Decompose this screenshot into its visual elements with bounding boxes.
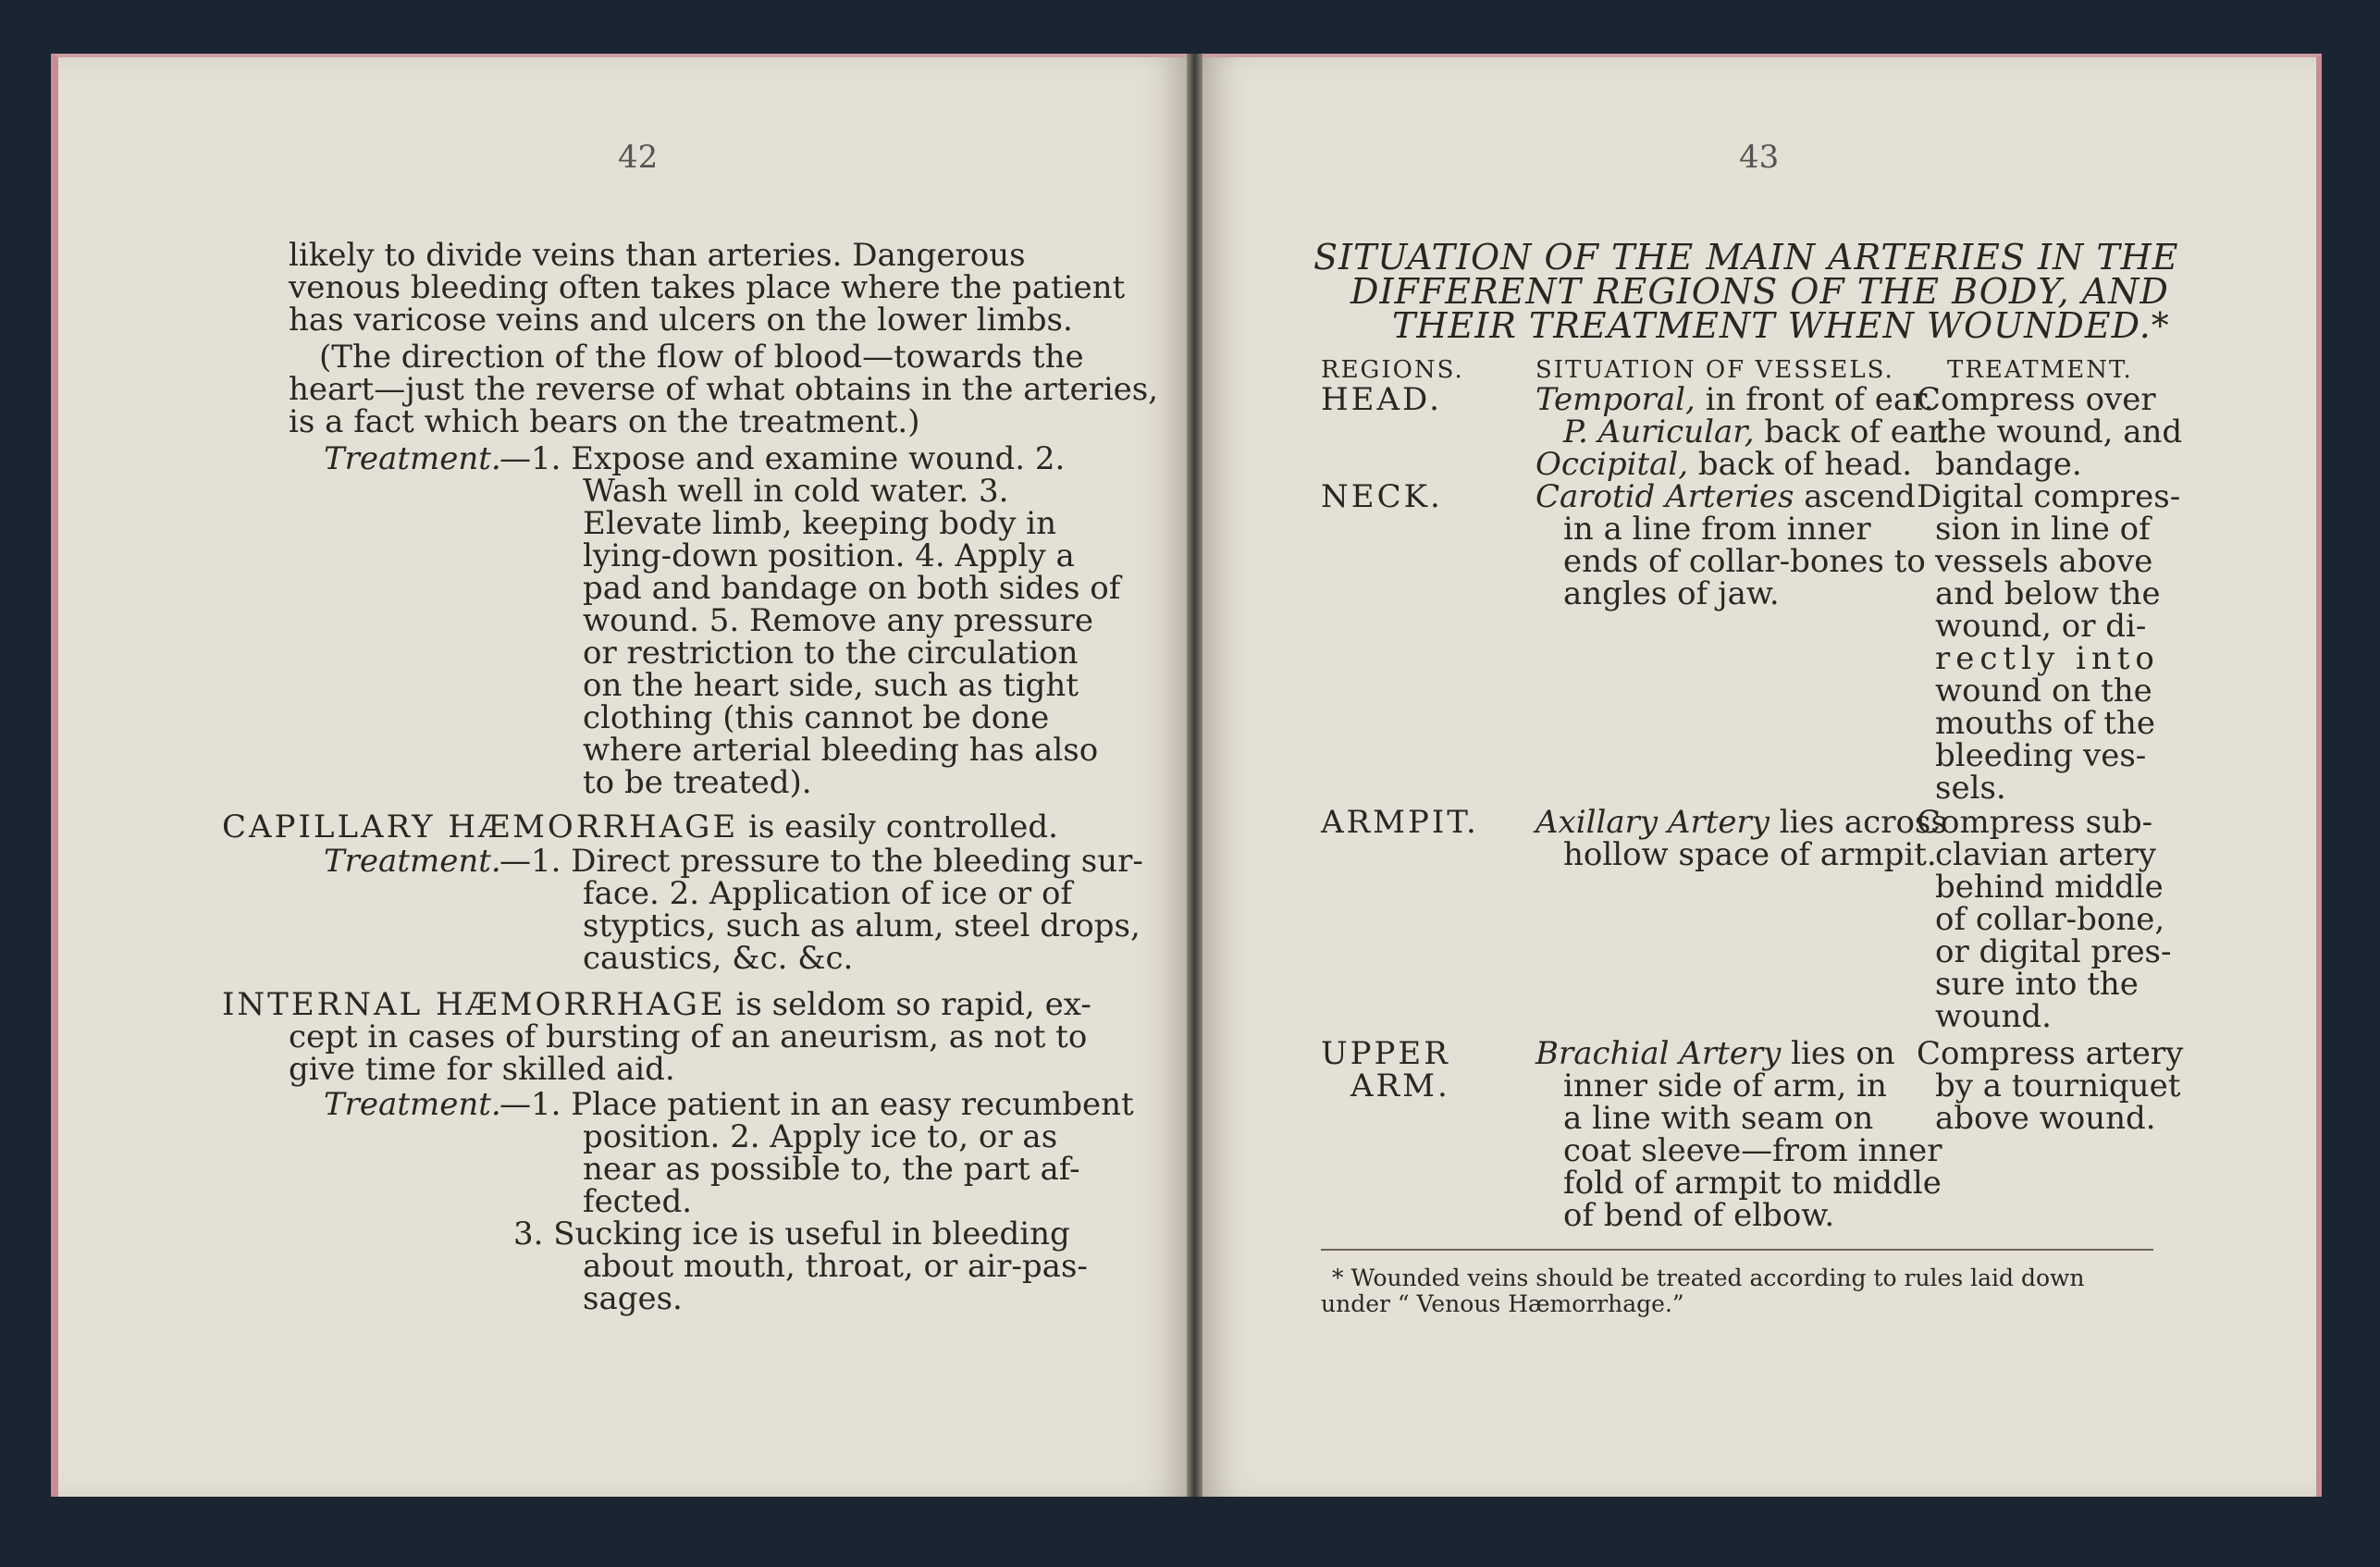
armpit-treatment-5: or digital pres- xyxy=(1935,933,2172,970)
column-header-regions: REGIONS. xyxy=(1321,356,1464,384)
treatment3-line-1: —1. Place patient in an easy recumbent xyxy=(499,1086,1134,1123)
neck-situation-3: ends of collar-bones to xyxy=(1563,543,1926,580)
treatment3-line-7: sages. xyxy=(583,1280,683,1317)
neck-treatment-10: sels. xyxy=(1935,770,2006,807)
auricular-artery-name: P. Auricular, xyxy=(1563,413,1755,450)
treatment1-line-9: clothing (this cannot be done xyxy=(583,699,1050,736)
neck-situation-4: angles of jaw. xyxy=(1563,575,1780,612)
armpit-situation-2: hollow space of armpit. xyxy=(1563,836,1937,873)
treatment1-line-1: —1. Expose and examine wound. 2. xyxy=(499,440,1066,477)
left-line-5: heart—just the reverse of what obtains in the arteries, xyxy=(289,371,1159,408)
temporal-artery-name: Temporal, xyxy=(1535,381,1696,418)
head-situation-1-text: in front of ear. xyxy=(1695,381,1934,418)
neck-treatment-2: sion in line of xyxy=(1935,511,2151,548)
treatment-label-1: Treatment. xyxy=(324,440,501,477)
armpit-treatment-1: Compress sub- xyxy=(1917,804,2153,841)
head-treatment-2: the wound, and xyxy=(1935,413,2183,450)
armpit-treatment-2: clavian artery xyxy=(1935,836,2157,873)
treatment3-line-2: position. 2. Apply ice to, or as xyxy=(583,1118,1058,1155)
internal-text: is seldom so rapid, ex- xyxy=(725,986,1091,1023)
neck-situation-1 xyxy=(1535,480,1916,513)
treatment1-line-11: to be treated). xyxy=(583,764,812,801)
treatment2-line-1: —1. Direct pressure to the bleeding sur- xyxy=(499,843,1143,880)
internal-paragraph xyxy=(222,988,1091,1021)
internal-line-2: cept in cases of bursting of an aneurism, as not to xyxy=(289,1018,1088,1055)
column-header-situation: SITUATION OF VESSELS. xyxy=(1535,356,1894,384)
footnote-line-1: * Wounded veins should be treated according to rules laid down xyxy=(1332,1265,2085,1291)
upper-situation-1 xyxy=(1535,1037,1895,1070)
armpit-situation-1 xyxy=(1535,806,1947,839)
section-heading-line-3: THEIR TREATMENT WHEN WOUNDED.* xyxy=(1392,305,2170,346)
left-line-2: venous bleeding often takes place where the patient xyxy=(289,269,1126,306)
treatment1-line-5: pad and bandage on both sides of xyxy=(583,570,1121,607)
axillary-artery-name: Axillary Artery xyxy=(1535,804,1770,841)
armpit-situation-1-text: lies across xyxy=(1779,804,1947,841)
armpit-treatment-6: sure into the xyxy=(1935,966,2139,1003)
neck-treatment-3: vessels above xyxy=(1935,543,2153,580)
treatment1-line-8: on the heart side, such as tight xyxy=(583,667,1079,704)
neck-treatment-5: wound, or di- xyxy=(1935,608,2147,645)
head-situation-3 xyxy=(1535,448,1912,481)
neck-treatment-9: bleeding ves- xyxy=(1935,737,2147,774)
book-gutter xyxy=(1187,54,1202,1497)
treatment3-line-5: 3. Sucking ice is useful in bleeding xyxy=(513,1215,1070,1252)
left-page-number: 42 xyxy=(618,139,659,176)
armpit-treatment-4: of collar-bone, xyxy=(1935,901,2165,938)
upper-treatment-1: Compress artery xyxy=(1917,1035,2184,1072)
neck-treatment-6: rectly into xyxy=(1935,640,2160,677)
treatment3-line-3: near as possible to, the part af- xyxy=(583,1151,1080,1188)
upper-situation-5: fold of armpit to middle xyxy=(1563,1165,1942,1202)
right-page-number: 43 xyxy=(1739,139,1780,176)
upper-situation-6: of bend of elbow. xyxy=(1563,1197,1835,1234)
section-heading-line-1: SITUATION OF THE MAIN ARTERIES IN THE xyxy=(1313,237,2179,278)
column-header-treatment: TREATMENT. xyxy=(1947,356,2133,384)
region-head: HEAD. xyxy=(1321,381,1442,418)
upper-treatment-3: above wound. xyxy=(1935,1100,2156,1137)
head-treatment-3: bandage. xyxy=(1935,446,2082,483)
head-situation-3-text: back of head. xyxy=(1688,446,1913,483)
brachial-artery-name: Brachial Artery xyxy=(1535,1035,1782,1072)
treatment2-line-4: caustics, &c. &c. xyxy=(583,940,854,977)
head-situation-2-text: back of ear. xyxy=(1754,413,1950,450)
occipital-artery-name: Occipital, xyxy=(1535,446,1689,483)
neck-situation-1-text: ascend xyxy=(1794,478,1916,515)
neck-treatment-7: wound on the xyxy=(1935,672,2152,709)
left-line-6: is a fact which bears on the treatment.) xyxy=(289,403,920,440)
treatment-label-2: Treatment. xyxy=(324,843,501,880)
carotid-artery-name: Carotid Arteries xyxy=(1535,478,1794,515)
capillary-paragraph xyxy=(222,810,1058,844)
head-situation-2 xyxy=(1563,415,1949,449)
neck-treatment-1: Digital compres- xyxy=(1917,478,2181,515)
neck-treatment-4: and below the xyxy=(1935,575,2161,612)
treatment1-line-10: where arterial bleeding has also xyxy=(583,732,1099,769)
treatment3-line-4: fected. xyxy=(583,1183,693,1220)
region-armpit: ARMPIT. xyxy=(1321,804,1479,841)
left-line-1: likely to divide veins than arteries. Dangerous xyxy=(289,237,1026,274)
treatment2-line-3: styptics, such as alum, steel drops, xyxy=(583,907,1141,944)
upper-situation-1-text: lies on xyxy=(1781,1035,1895,1072)
treatment1-line-3: Elevate limb, keeping body in xyxy=(583,505,1056,542)
internal-heading: INTERNAL HÆMORRHAGE xyxy=(222,986,726,1023)
treatment1-line-6: wound. 5. Remove any pressure xyxy=(583,602,1094,639)
head-treatment-1: Compress over xyxy=(1917,381,2156,418)
upper-treatment-2: by a tourniquet xyxy=(1935,1067,2181,1104)
region-upper-arm-1: UPPER xyxy=(1321,1035,1450,1072)
left-line-4: (The direction of the flow of blood—towards the xyxy=(319,339,1084,376)
region-upper-arm-2: ARM. xyxy=(1350,1067,1450,1104)
capillary-heading: CAPILLARY HÆMORRHAGE xyxy=(222,808,739,845)
upper-situation-2: inner side of arm, in xyxy=(1563,1067,1887,1104)
armpit-treatment-3: behind middle xyxy=(1935,869,2164,906)
upper-situation-4: coat sleeve—from inner xyxy=(1563,1132,1942,1169)
region-neck: NECK. xyxy=(1321,478,1443,515)
treatment-label-3: Treatment. xyxy=(324,1086,501,1123)
neck-situation-2: in a line from inner xyxy=(1563,511,1871,548)
treatment1-line-7: or restriction to the circulation xyxy=(583,635,1079,672)
treatment1-line-2: Wash well in cold water. 3. xyxy=(583,473,1009,510)
footnote-rule xyxy=(1321,1249,2153,1251)
upper-situation-3: a line with seam on xyxy=(1563,1100,1874,1137)
treatment2-line-2: face. 2. Application of ice or of xyxy=(583,875,1073,912)
footnote-line-2: under “ Venous Hæmorrhage.” xyxy=(1321,1290,1684,1317)
treatment3-line-6: about mouth, throat, or air-pas- xyxy=(583,1248,1088,1285)
capillary-text: is easily controlled. xyxy=(738,808,1058,845)
left-line-3: has varicose veins and ulcers on the lower limbs. xyxy=(289,302,1073,339)
armpit-treatment-7: wound. xyxy=(1935,998,2052,1035)
neck-treatment-8: mouths of the xyxy=(1935,705,2155,742)
internal-line-3: give time for skilled aid. xyxy=(289,1051,675,1088)
head-situation-1 xyxy=(1535,383,1933,416)
treatment1-line-4: lying-down position. 4. Apply a xyxy=(583,537,1075,574)
section-heading-line-2: DIFFERENT REGIONS OF THE BODY, AND xyxy=(1350,271,2169,312)
